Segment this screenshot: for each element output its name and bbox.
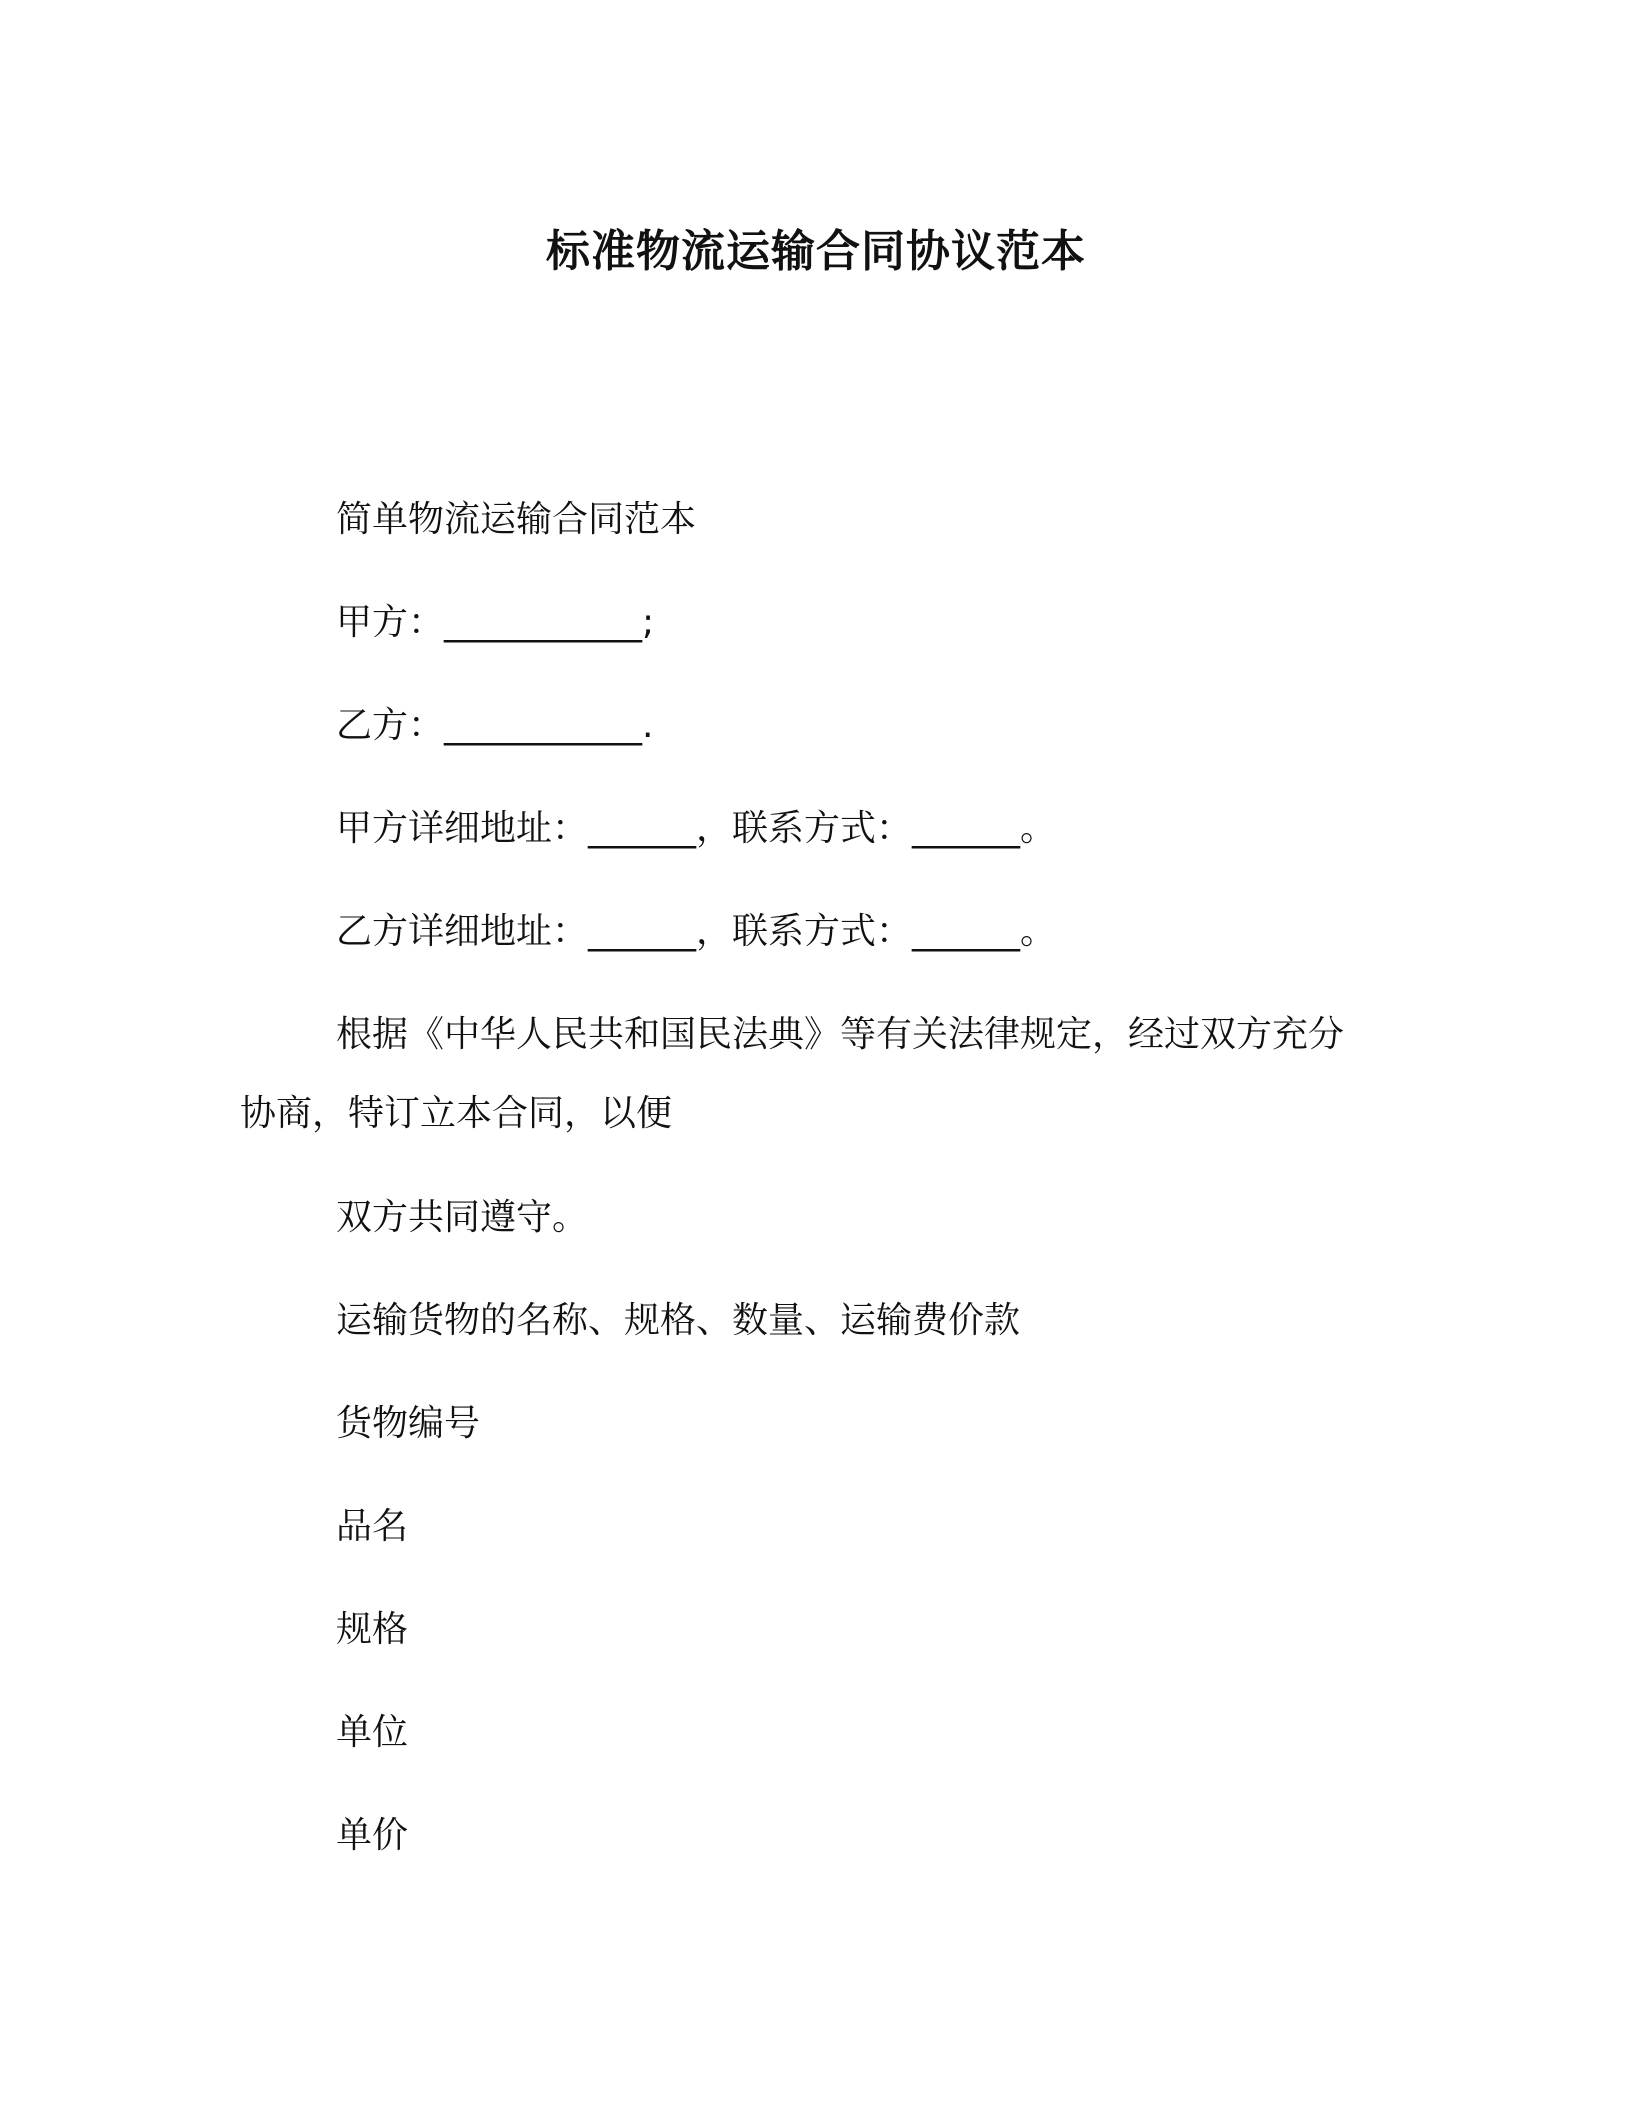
document-title: 标准物流运输合同协议范本	[546, 226, 1086, 277]
party-a-address-line: 甲方详细地址：______，联系方式：______。	[336, 808, 1057, 849]
field-goods-number: 货物编号	[336, 1403, 481, 1444]
subtitle: 简单物流运输合同范本	[336, 499, 697, 540]
basis-paragraph-line2: 协商，特订立本合同，以便	[240, 1093, 673, 1134]
goods-heading: 运输货物的名称、规格、数量、运输费价款	[336, 1300, 1021, 1341]
field-specification: 规格	[336, 1609, 409, 1650]
field-unit: 单位	[336, 1712, 409, 1753]
party-b-address-line: 乙方详细地址：______，联系方式：______。	[336, 911, 1057, 952]
field-product-name: 品名	[336, 1506, 409, 1547]
basis-paragraph-line1: 根据《中华人民共和国民法典》等有关法律规定，经过双方充分	[336, 1014, 1345, 1055]
party-a-line: 甲方：___________;	[336, 602, 655, 643]
mutual-compliance-line: 双方共同遵守。	[336, 1197, 589, 1238]
party-b-line: 乙方：___________.	[336, 705, 654, 746]
field-unit-price: 单价	[336, 1815, 409, 1856]
